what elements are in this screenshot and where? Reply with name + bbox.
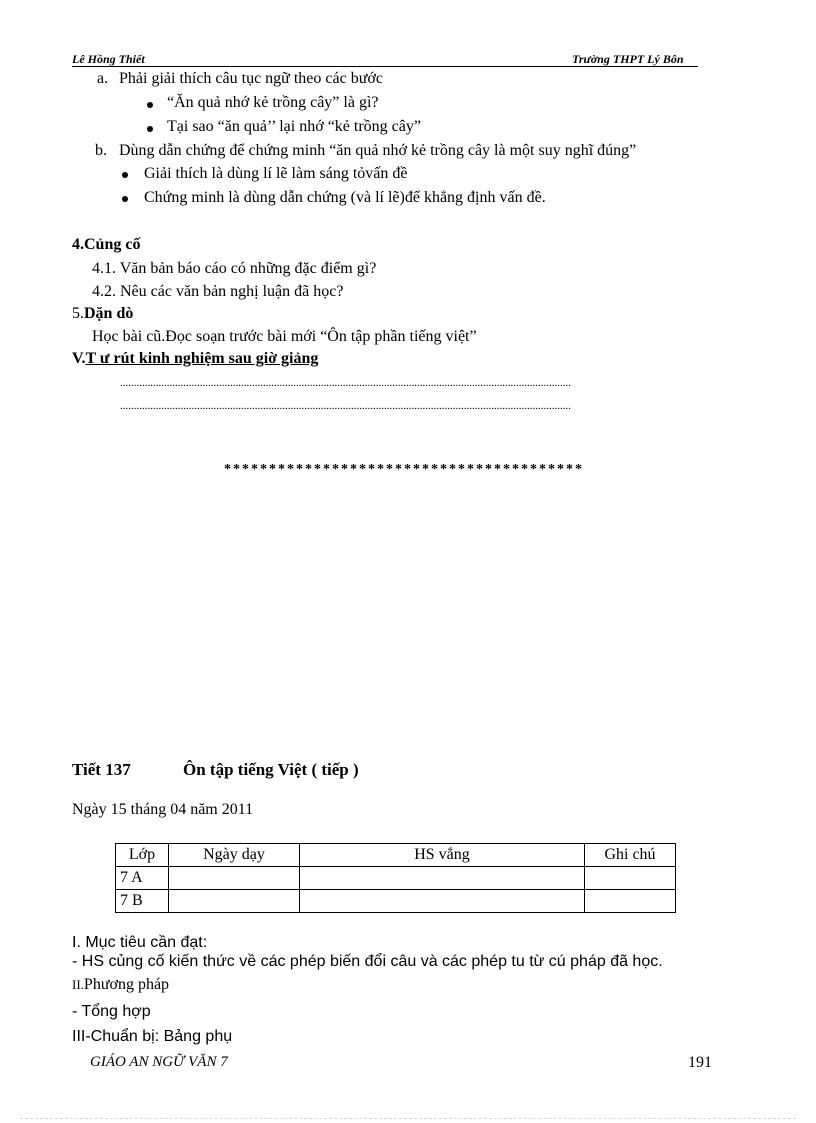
section-5-title: Dặn dò	[84, 305, 134, 322]
footer-title: GIÁO AN NGỮ VĂN 7	[90, 1054, 228, 1070]
lesson-number: Tiết 137	[72, 760, 131, 779]
header-author: Lê Hồng Thiết	[72, 52, 145, 66]
table-header-row	[116, 844, 676, 867]
table-row	[116, 867, 676, 890]
table-row	[116, 890, 676, 913]
bullet-icon	[147, 126, 153, 132]
table-cell	[300, 890, 585, 913]
lesson-date: Ngày 15 tháng 04 năm 2011	[72, 801, 254, 818]
table-cell: 7 B	[116, 890, 169, 913]
col-header-date: Ngày dạy	[169, 844, 300, 867]
section-5-heading	[72, 305, 133, 323]
col-header-absent: HS vắng	[300, 844, 585, 867]
item-b-label: b.	[95, 142, 107, 159]
method-heading	[72, 976, 169, 994]
objectives-heading: I. Mục tiêu cần đạt:	[72, 934, 208, 951]
preparation: III-Chuẩn bị: Bảng phụ	[72, 1028, 233, 1045]
table-cell	[300, 867, 585, 890]
item-b-text: Dùng dẫn chứng để chứng minh “ăn quả nhớ kẻ trồng cây là một suy nghĩ đúng”	[119, 142, 637, 159]
bullet-icon	[122, 196, 128, 202]
notes-line-1: ....................................................................................................................................................................	[120, 377, 571, 389]
section-5-text: Học bài cũ.Đọc soạn trước bài mới “Ôn tập phần tiếng việt”	[92, 328, 477, 345]
bullet-icon	[122, 172, 128, 178]
section-v-title: T ư rút kinh nghiệm sau giờ giảng	[85, 350, 319, 367]
col-header-class: Lớp	[116, 844, 169, 867]
page-edge	[20, 1118, 796, 1119]
section-4-item-2: 4.2. Nêu các văn bản nghị luận đã học?	[92, 283, 344, 300]
table-cell	[169, 890, 300, 913]
item-b-bullet-2: Chứng minh là dùng dẫn chứng (và lí lẽ)để khẳng định vấn đề.	[144, 189, 546, 206]
section-4-item-1: 4.1. Văn bản báo cáo có những đặc điểm gì?	[92, 260, 377, 277]
section-5-number: 5.	[72, 305, 84, 322]
method-item: - Tổng hợp	[72, 1003, 151, 1020]
notes-line-2: ....................................................................................................................................................................	[120, 400, 571, 412]
item-a-bullet-2: Tại sao “ăn quả’’ lại nhớ “kẻ trồng cây”	[167, 118, 421, 135]
table-cell	[585, 890, 676, 913]
objectives-item: - HS củng cố kiến thức về các phép biến đổi câu và các phép tu từ cú pháp đã học.	[72, 953, 663, 970]
item-a-bullet-1: “Ăn quả nhớ kẻ trồng cây” là gì?	[167, 94, 379, 111]
table-cell	[169, 867, 300, 890]
section-v-heading	[72, 350, 318, 368]
lesson-title: Ôn tập tiếng Việt ( tiếp )	[183, 760, 359, 779]
star-separator: ****************************************	[224, 462, 584, 477]
item-b-bullet-1: Giải thích là dùng lí lẽ làm sáng tỏvấn đề	[144, 165, 408, 182]
table-cell: 7 A	[116, 867, 169, 890]
bullet-icon	[147, 102, 153, 108]
attendance-table	[115, 843, 676, 913]
method-number: II.	[72, 977, 84, 992]
method-text: Phương pháp	[83, 976, 170, 993]
col-header-note: Ghi chú	[585, 844, 676, 867]
table-cell	[585, 867, 676, 890]
section-4-title: 4.Củng cố	[72, 236, 141, 253]
section-v-prefix: V.	[72, 350, 86, 367]
item-a-text: Phải giải thích câu tục ngữ theo các bước	[119, 70, 383, 87]
item-a-label: a.	[97, 70, 109, 87]
header-school: Trường THPT Lý Bôn	[572, 52, 684, 66]
page-number: 191	[688, 1054, 712, 1071]
header-rule	[72, 66, 698, 67]
